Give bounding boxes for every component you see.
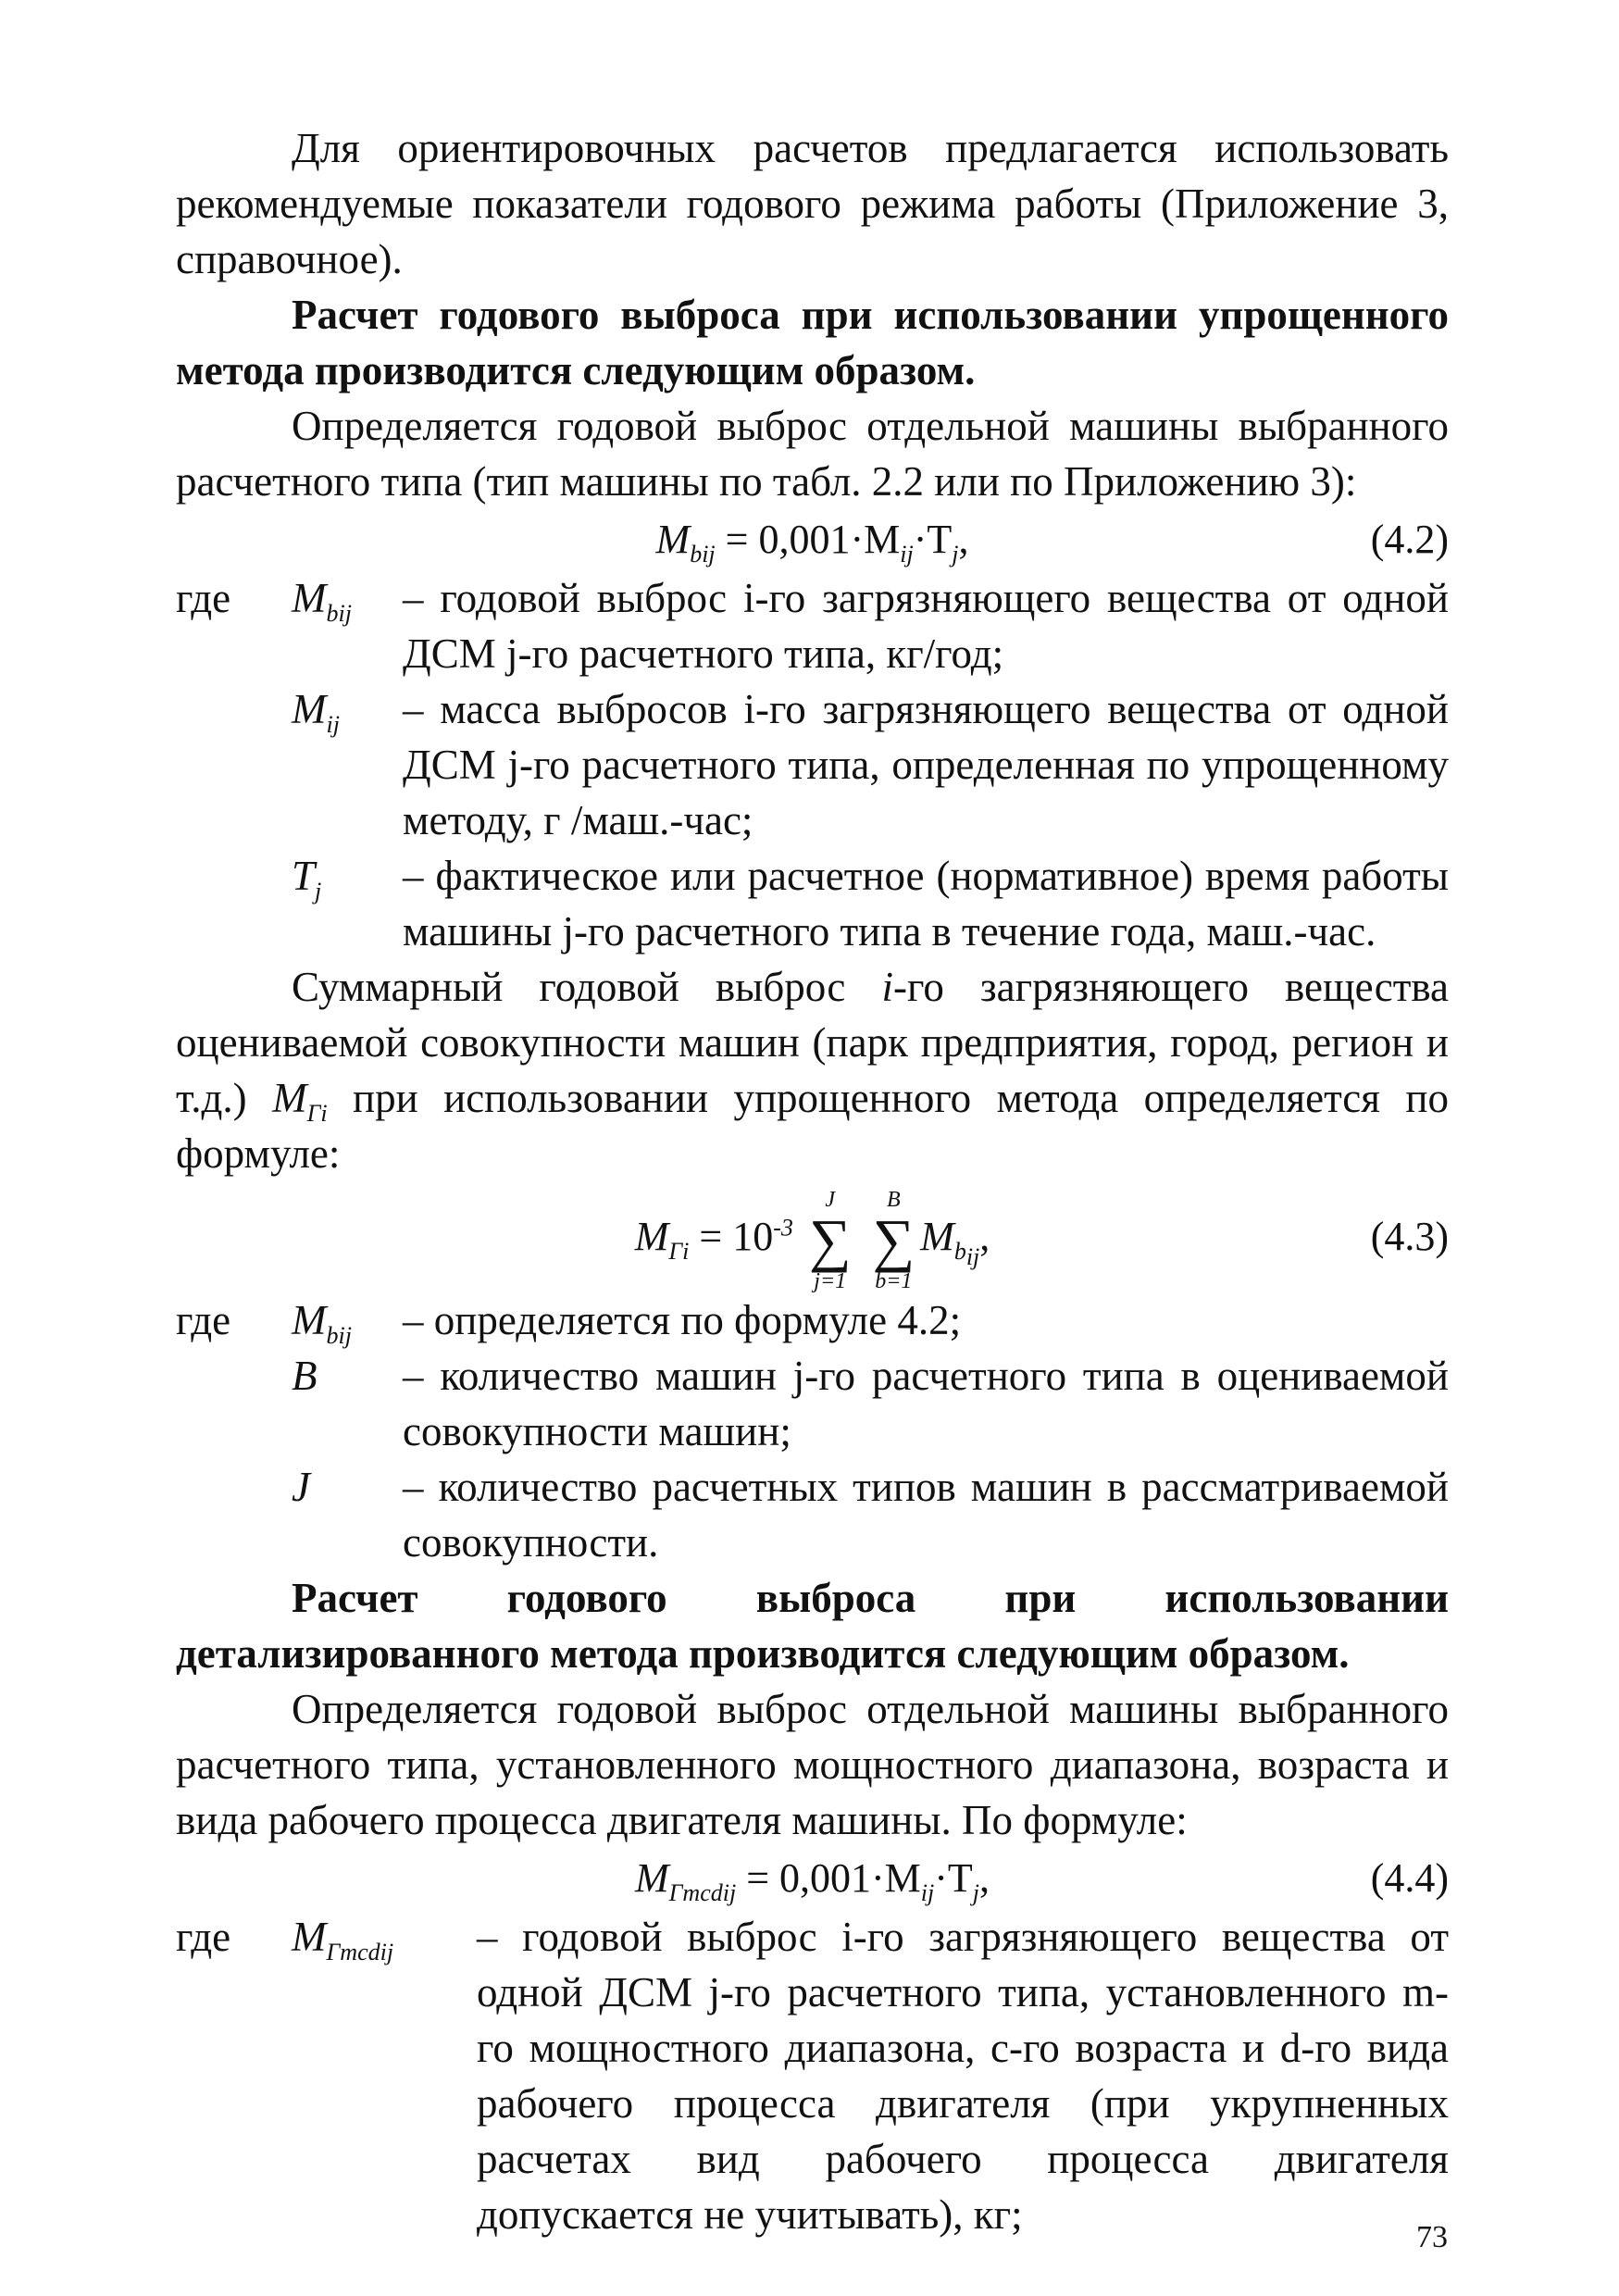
definition-text: – масса выбросов i-го загрязняющего вещества от одной ДСМ j-го расчетного типа, определенная по упрощенному методу, г /маш.-час;: [403, 686, 1449, 843]
definition-symbol: J: [292, 1464, 310, 1510]
heading-detailed-method: Расчет годового выброса при использовании детализированного метода производится следующим образом.: [176, 1575, 1449, 1677]
definition-symbol: $M_{bij}$: [292, 575, 352, 627]
definition-text: – фактическое или расчетное (нормативное) время работы машины j-го расчетного типа в течение года, маш.-час.: [403, 853, 1449, 955]
where-label: [176, 1459, 292, 1570]
heading-simplified-method: Расчет годового выброса при использовании упрощенного метода производится следующим образом.: [176, 292, 1449, 393]
where-label: где: [176, 1914, 231, 1960]
definition-row: [176, 570, 1449, 681]
definition-symbol: $M_{Гmcdij}$: [292, 1914, 394, 1965]
definition-text: – годовой выброс i-го загрязняющего вещества от одной ДСМ j-го расчетного типа, кг/год;: [403, 575, 1449, 677]
where-label: [176, 681, 292, 848]
sum-symbol-b: B ∑ b=1: [872, 1187, 915, 1293]
definition-row: [176, 1909, 1449, 2242]
where-label: [176, 848, 292, 959]
document-page: [176, 120, 1449, 2242]
sum-symbol-j: J ∑ j=1: [808, 1187, 852, 1293]
formula-4-3: $M_{Гi} = 10^{-3}$ J ∑ j=1 B ∑ b=1 $M_{b_{ij}}$, (4.3): [176, 1181, 1449, 1292]
formula-number: (4.3): [1370, 1214, 1449, 1259]
definition-row: [176, 1459, 1449, 1570]
definition-text: – годовой выброс i-го загрязняющего вещества от одной ДСМ j-го расчетного типа, установленного m-го мощностного диапазона, c-го возраста и d-го вида рабочего процесса двигателя (при укрупненных расчетах вид рабочего процесса двигателя допускается не учитывать), кг;: [477, 1914, 1449, 2238]
formula-number: (4.2): [1370, 517, 1449, 562]
definition-text: – определяется по формуле 4.2;: [403, 1297, 962, 1343]
definitions-4-4: [176, 1909, 1449, 2242]
formula-number: (4.4): [1370, 1855, 1449, 1901]
paragraph-total-emission: Суммарный годовой выброс i-го загрязняющего вещества оцениваемой совокупности машин (парк предприятия, город, регион и т.д.) $M_{Гi}$ при использовании упрощенного метода определяется по формуле:: [176, 964, 1449, 1177]
page-number: 73: [1416, 2220, 1448, 2254]
definition-symbol: $M_{ij}$: [292, 686, 340, 738]
definition-row: [176, 848, 1449, 959]
definition-symbol: B: [292, 1353, 318, 1399]
definition-text: – количество расчетных типов машин в рассматриваемой совокупности.: [403, 1464, 1449, 1566]
definition-text: – количество машин j-го расчетного типа в оцениваемой совокупности машин;: [403, 1353, 1449, 1454]
where-label: где: [176, 575, 231, 621]
formula-4-2: $M_{bij} = 0,001\cdot M_{ij}\cdot T_j$, (4.2): [176, 509, 1449, 570]
definition-symbol: $T_j$: [292, 853, 322, 905]
definitions-4-2: [176, 570, 1449, 959]
paragraph-intro: Для ориентировочных расчетов предлагается использовать рекомендуемые показатели годового режима работы (Приложение 3, справочное).: [176, 125, 1449, 282]
paragraph-detailed-emission: Определяется годовой выброс отдельной машины выбранного расчетного типа, установленного мощностного диапазона, возраста и вида рабочего процесса двигателя машины. По формуле:: [176, 1686, 1449, 1843]
where-label: где: [176, 1297, 231, 1343]
where-label: [176, 1348, 292, 1459]
paragraph-annual-emission: Определяется годовой выброс отдельной машины выбранного расчетного типа (тип машины по табл. 2.2 или по Приложению 3):: [176, 403, 1449, 505]
definition-row: [176, 1348, 1449, 1459]
definition-row: [176, 1292, 1449, 1348]
definitions-4-3: [176, 1292, 1449, 1570]
formula-4-4: $M_{Гmcdij} = 0,001\cdot M_{ij}\cdot T_j$, (4.4): [176, 1848, 1449, 1909]
definition-row: [176, 681, 1449, 848]
definition-symbol: $M_{bij}$: [292, 1297, 352, 1349]
